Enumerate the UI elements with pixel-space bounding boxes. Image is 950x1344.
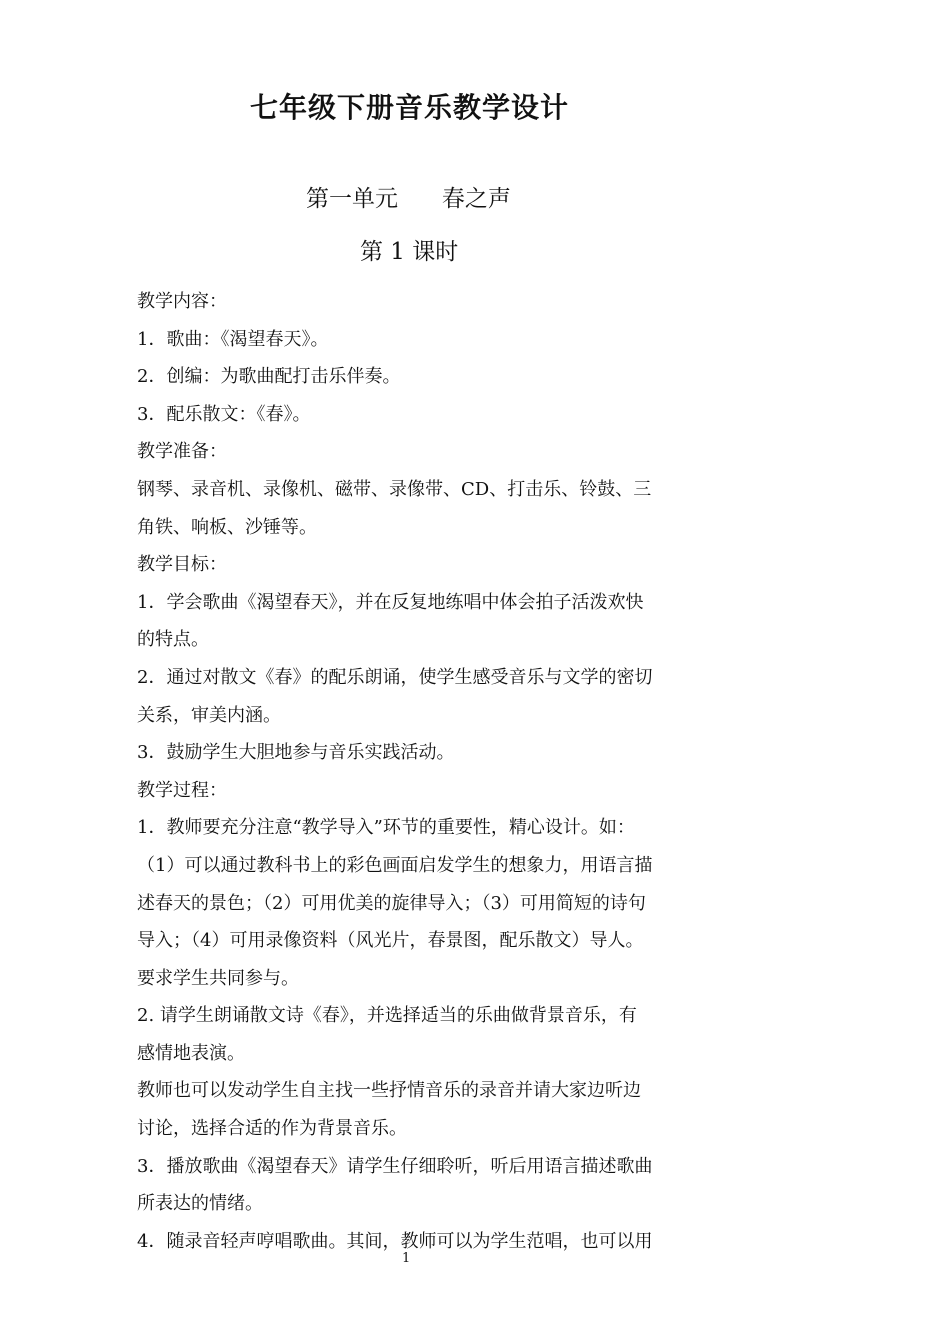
body-line: 讨论，选择合适的作为背景音乐。	[137, 1118, 407, 1140]
body-line: 教学内容：	[137, 291, 227, 312]
body-line: 3．鼓励学生大胆地参与音乐实践活动。	[137, 742, 455, 764]
body-line: 所表达的情绪。	[137, 1193, 263, 1215]
page-number: 1	[402, 1251, 411, 1266]
unit-heading: 第一单元 春之声	[306, 186, 511, 212]
body-line: 教学过程：	[137, 779, 227, 801]
body-line: 1．歌曲：《渴望春天》。	[137, 328, 329, 350]
body-line: 2．创编：为歌曲配打击乐伴奏。	[137, 366, 401, 388]
body-line: 导入；（4）可用录像资料（风光片，春景图，配乐散文）导人。	[137, 930, 644, 952]
body-line: 3．配乐散文：《春》。	[137, 403, 311, 425]
body-line: 角铁、响板、沙锤等。	[137, 516, 317, 538]
body-line: 的特点。	[137, 629, 209, 651]
body-line: 教师也可以发动学生自主找一些抒情音乐的录音并请大家边听边	[137, 1080, 641, 1102]
body-line: 2．通过对散文《春》的配乐朗诵，使学生感受音乐与文学的密切	[137, 666, 653, 688]
document-body	[137, 283, 683, 1260]
body-line: 关系，审美内涵。	[137, 704, 281, 726]
body-line: 述春天的景色；（2）可用优美的旋律导入；（3）可用简短的诗句	[137, 892, 646, 914]
body-line: 4．随录音轻声哼唱歌曲。其间，教师可以为学生范唱，也可以用	[137, 1230, 653, 1252]
body-line: 3．播放歌曲《渴望春天》请学生仔细聆听，听后用语言描述歌曲	[137, 1155, 653, 1177]
body-line: （1）可以通过教科书上的彩色画面启发学生的想象力，用语言描	[137, 854, 653, 876]
lesson-heading: 第 1 课时	[360, 239, 459, 265]
body-line: 教学准备：	[137, 441, 227, 463]
body-line: 要求学生共同参与。	[137, 967, 299, 989]
document-title: 七年级下册音乐教学设计	[250, 91, 570, 124]
body-line: 钢琴、录音机、录像机、磁带、录像带、CD、打击乐、铃鼓、三	[137, 478, 652, 500]
body-line: 1．教师要充分注意“教学导入”环节的重要性，精心设计。如：	[137, 817, 635, 839]
body-line: 感情地表演。	[137, 1042, 245, 1064]
body-line: 2. 请学生朗诵散文诗《春》，并选择适当的乐曲做背景音乐，有	[137, 1005, 637, 1027]
body-line: 1．学会歌曲《渴望春天》，并在反复地练唱中体会拍子活泼欢快	[137, 591, 644, 613]
body-line: 教学目标：	[137, 554, 227, 576]
